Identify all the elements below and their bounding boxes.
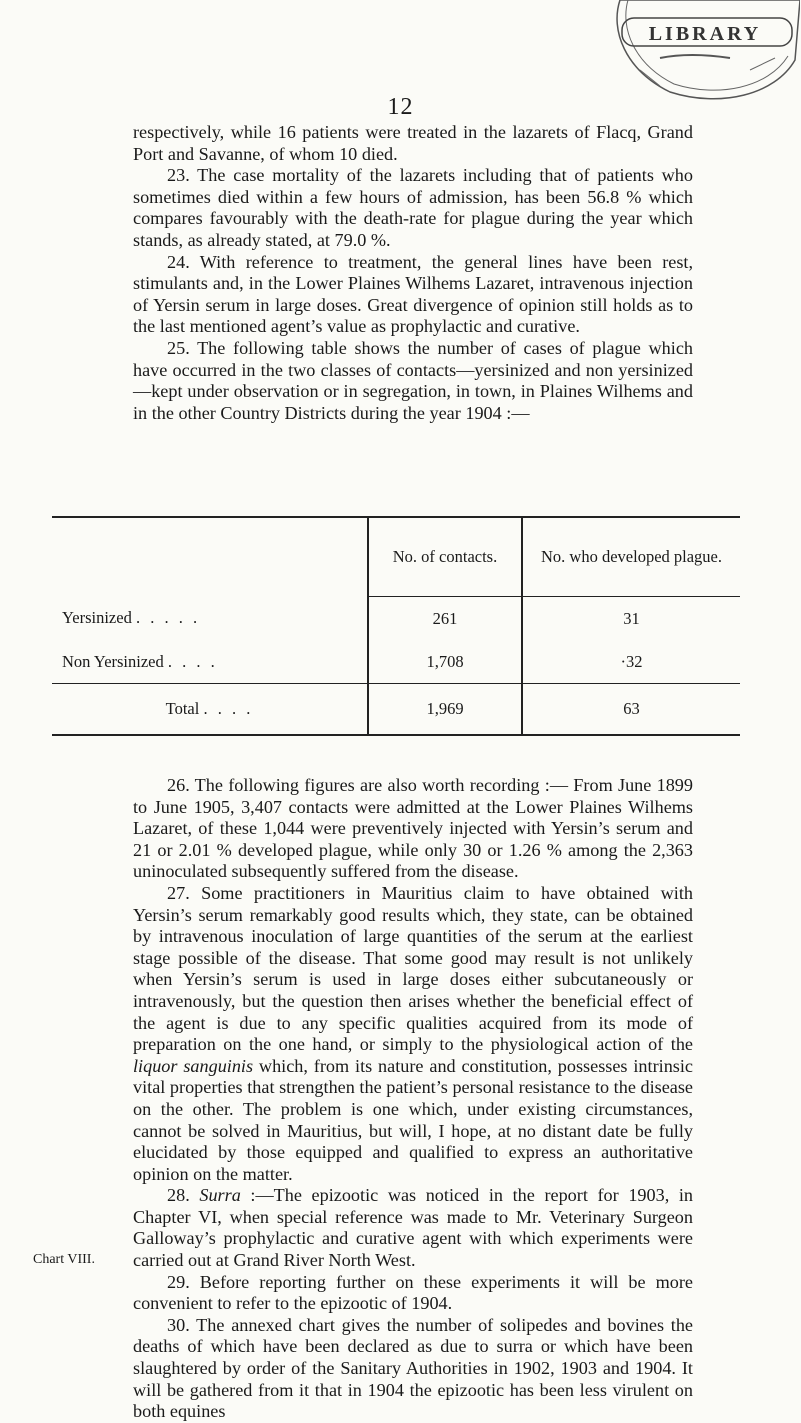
- row-developed: 31: [522, 597, 740, 641]
- row-contacts: 261: [368, 597, 522, 641]
- liquor-sanguinis-term: liquor sanguinis: [133, 1055, 254, 1076]
- paragraph-30: 30. The annexed chart gives the number of solipedes and bovines the deaths of which have been declared as due to surra or which have been slaughtered by order of the Sanitary Authorities in 1902, 1903 and 1904. It will be gathered from it that in 1904 the epizootic has been less virulent on both equines: [133, 1314, 693, 1422]
- table-row: [52, 640, 740, 684]
- paragraph-28: 28. Surra :—The epizootic was noticed in the report for 1903, in Chapter VI, when special reference was made to Mr. Veterinary Surgeon Galloway’s prophylactic and curative agent with which experiments were carried out at Grand River North West.: [133, 1185, 694, 1271]
- dot-leader: . . . .: [167, 651, 218, 671]
- dot-leader: . . . . .: [135, 608, 201, 628]
- row-contacts: 1,708: [368, 640, 522, 684]
- header-developed: No. who developed plague.: [522, 518, 740, 597]
- table-total-row: [52, 684, 740, 735]
- upper-text-block: [133, 122, 693, 424]
- total-developed: 63: [522, 684, 740, 735]
- paragraph-23: 23. The case mortality of the lazarets including that of patients who sometimes died within a few hours of admission, has been 56.8 % which compares favourably with the death-rate for plague during the year which stands, as already stated, at 79.0 %.: [133, 165, 693, 250]
- row-developed: ·32: [522, 640, 740, 684]
- table-header-row: [52, 518, 740, 597]
- paragraph-27: 27. Some practitioners in Mauritius claim to have obtained with Yersin’s serum remarkably good results which, they state, can be obtained by intravenous inoculation of large quantities of the serum at the earliest stage possible of the disease. That some good may result is not unlikely when Yersin’s serum is used in large doses either subcutaneously or intravenously, but the question then arises whether the beneficial effect of the agent is due to any specific qualities acquired from its mode of preparation on the one hand, or simply to the physiological action of the liquor sanguinis which, from its nature and constitution, possesses intrinsic vital properties that strengthen the patient’s personal resistance to the disease on the other. The problem is one which, under existing circumstances, cannot be solved in Mauritius, but will, I hope, at no distant date be fully elucidated by those equipped and qualified to express an authoritative opinion on the matter.: [133, 882, 693, 1184]
- contacts-table: [52, 516, 740, 736]
- header-contacts: No. of contacts.: [368, 518, 522, 597]
- paragraph-29: 29. Before reporting further on these experiments it will be more convenient to refer to the epizootic of 1904.: [133, 1271, 693, 1314]
- paragraph-26: 26. The following figures are also worth recording :— From June 1899 to June 1905, 3,407 contacts were admitted at the Lower Plaines Wilhems Lazaret, of these 1,044 were preventively injected with Yersin’s serum and 21 or 2.01 % developed plague, while only 30 or 1.26 % among the 2,363 uninoculated subsequently suffered from the disease.: [133, 775, 693, 882]
- lower-text-block: [133, 775, 693, 1423]
- total-contacts: 1,969: [368, 684, 522, 735]
- header-category: [52, 518, 368, 597]
- library-stamp: [600, 0, 800, 102]
- surra-term: Surra: [199, 1185, 241, 1206]
- margin-note-chart-reference: Chart VIII.: [33, 1252, 95, 1267]
- row-label: Yersinized . . . . .: [62, 608, 201, 628]
- dot-leader: . . . .: [203, 699, 254, 718]
- library-stamp-text: LIBRARY: [648, 23, 762, 45]
- row-label: Non Yersinized . . . .: [62, 651, 218, 671]
- paragraph-25: 25. The following table shows the number of cases of plague which have occurred in the two classes of contacts—yersinized and non yersinized—kept under observation or in segregation, in town, in Plaines Wilhems and in the other Country Districts during the year 1904 :—: [133, 337, 693, 423]
- page-number: 12: [387, 94, 414, 120]
- paragraph-22-continued: respectively, while 16 patients were treated in the lazarets of Flacq, Grand Port and Savanne, of whom 10 died.: [133, 122, 693, 164]
- paragraph-24: 24. With reference to treatment, the general lines have been rest, stimulants and, in the Lower Plaines Wilhems Lazaret, intravenous injection of Yersin serum in large doses. Great divergence of opinion still holds as to the last mentioned agent’s value as prophylactic and curative.: [133, 251, 693, 337]
- total-label: Total . . . .: [52, 684, 368, 735]
- table-row: [52, 597, 740, 641]
